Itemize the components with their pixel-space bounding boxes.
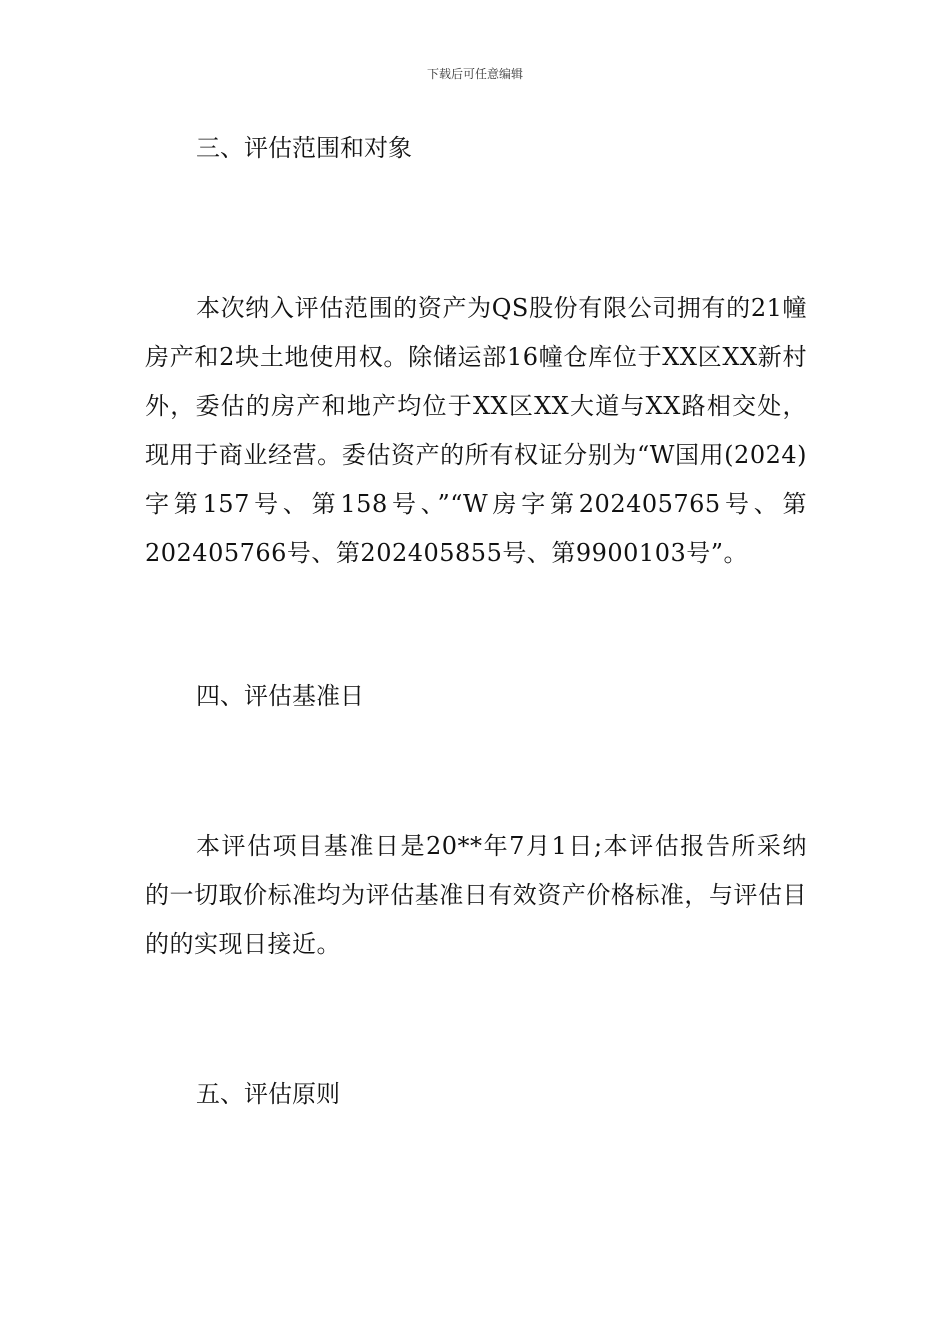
section-heading-principles: 五、评估原则 [196, 1080, 340, 1108]
section-heading-scope: 三、评估范围和对象 [196, 134, 412, 162]
section-paragraph-base-date: 本评估项目基准日是20**年7月1日;本评估报告所采纳的一切取价标准均为评估基准日有效资产价格标准，与评估目的的实现日接近。 [145, 832, 807, 958]
section-heading-base-date: 四、评估基准日 [196, 682, 364, 710]
section-paragraph-scope: 本次纳入评估范围的资产为QS股份有限公司拥有的21幢房产和2块土地使用权。除储运部16幢仓库位于XX区XX新村外，委估的房产和地产均位于XX区XX大道与XX路相交处，现用于商业经营。委估资产的所有权证分别为“W国用(2024)字第157号、第158号、”“W房字第202405765号、第202405766号、第202405855号、第9900103号”。 [145, 294, 807, 567]
page-header: 下载后可任意编辑 [426, 67, 523, 81]
